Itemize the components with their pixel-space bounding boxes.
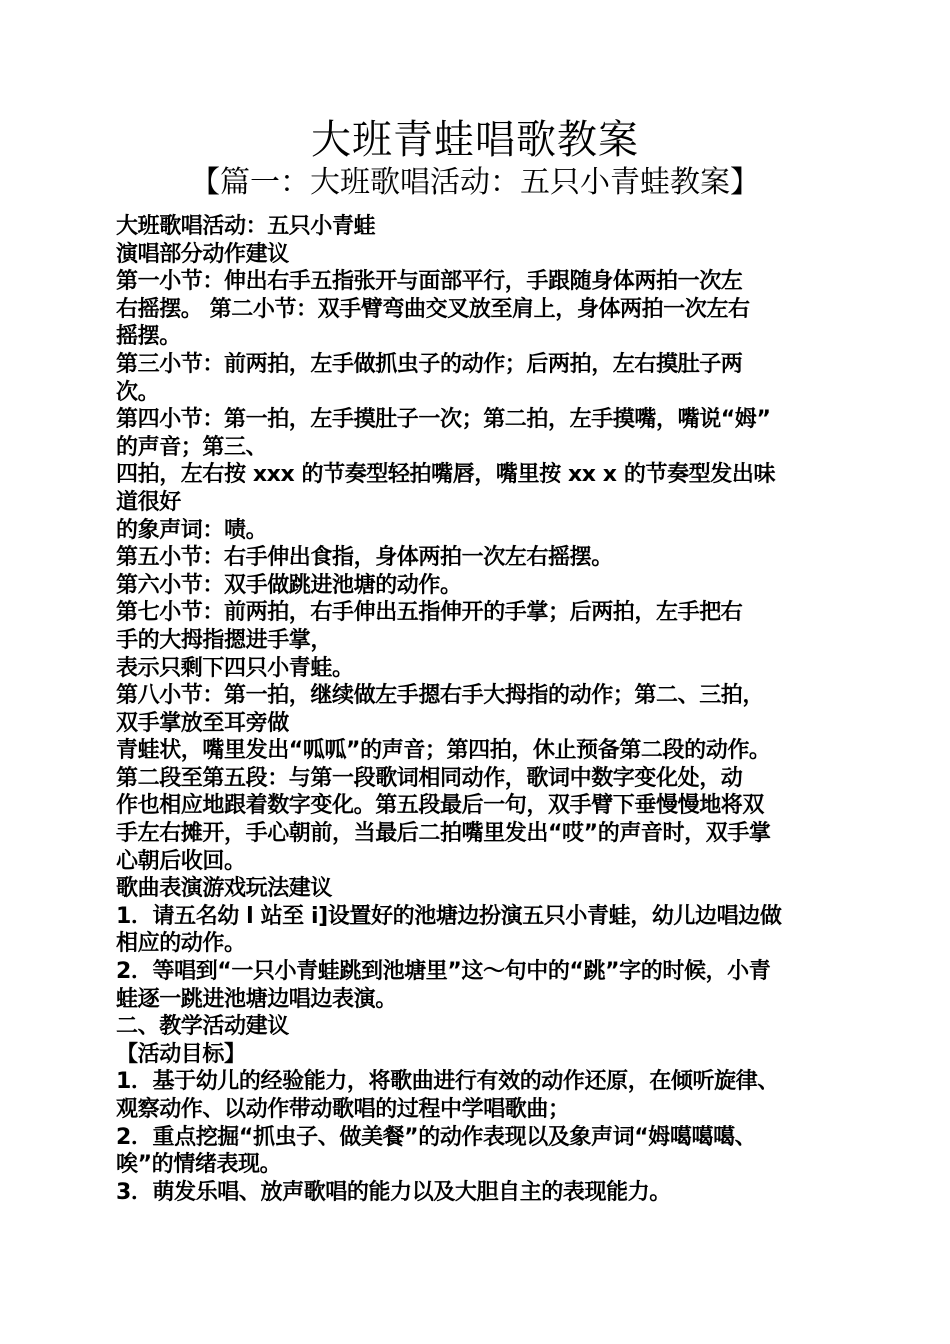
- document-body: [116, 213, 838, 1206]
- text-line: 3．萌发乐唱、放声歌唱的能力以及大胆自主的表现能力。: [116, 1179, 671, 1205]
- text-line: 2．等唱到“一只小青蛙跳到池塘里”这～句中的“跳”字的时候，小青: [116, 959, 771, 985]
- text-line: 的声音；第三、: [116, 434, 268, 460]
- text-line: 作也相应地跟着数字变化。第五段最后一句，双手臂下垂慢慢地将双: [116, 793, 765, 819]
- text-line: 演唱部分动作建议: [116, 241, 289, 267]
- page-subtitle: 【篇一：大班歌唱活动：五只小青蛙教案】: [190, 165, 760, 200]
- text-line: 【活动目标】: [116, 1041, 246, 1067]
- page-title: 大班青蛙唱歌教案: [311, 117, 639, 163]
- text-line: 第三小节：前两拍，左手做抓虫子的动作；后两拍，左右摸肚子两: [116, 351, 743, 377]
- text-line: 第四小节：第一拍，左手摸肚子一次；第二拍，左手摸嘴，嘴说“姆”: [116, 407, 771, 433]
- text-line: 手的大拇指摁进手掌，: [116, 627, 333, 653]
- text-line: 心朝后收回。: [116, 848, 246, 874]
- text-line: 二、教学活动建议: [116, 1014, 289, 1040]
- text-line: 青蛙状，嘴里发出“呱呱”的声音；第四拍，休止预备第二段的动作。: [116, 738, 771, 764]
- text-line: 1．基于幼儿的经验能力，将歌曲进行有效的动作还原，在倾听旋律、: [116, 1069, 779, 1095]
- text-line: 第七小节：前两拍，右手伸出五指伸开的手掌；后两拍，左手把右: [116, 600, 743, 626]
- text-line: 手左右摊开，手心朝前，当最后二拍嘴里发出“哎”的声音时，双手掌: [116, 821, 771, 847]
- text-line: 歌曲表演游戏玩法建议: [116, 876, 333, 902]
- text-line: 的象声词：啧。: [116, 517, 268, 543]
- text-line: 唉”的情绪表现。: [116, 1152, 282, 1178]
- text-line: 蛙逐一跳进池塘边唱边表演。: [116, 986, 397, 1012]
- text-line: 相应的动作。: [116, 931, 246, 957]
- text-line: 双手掌放至耳旁做: [116, 710, 289, 736]
- text-line: 第五小节：右手伸出食指，身体两拍一次左右摇摆。: [116, 545, 613, 571]
- text-line: 第八小节：第一拍，继续做左手摁右手大拇指的动作；第二、三拍，: [116, 683, 765, 709]
- text-line: 大班歌唱活动：五只小青蛙: [116, 214, 376, 239]
- text-line: 1．请五名幼 l 站至 i]设置好的池塘边扮演五只小青蛙，幼儿边唱边做: [116, 903, 782, 929]
- text-line: 观察动作、以动作带动歌唱的过程中学唱歌曲；: [116, 1097, 570, 1122]
- text-line: 2．重点挖掘“抓虫子、做美餐”的动作表现以及象声词“姆噶噶噶、: [116, 1124, 757, 1150]
- text-line: 表示只剩下四只小青蛙。: [116, 655, 354, 681]
- text-line: 第二段至第五段：与第一段歌词相同动作，歌词中数字变化处，动: [116, 765, 743, 791]
- text-line: 第一小节：伸出右手五指张开与面部平行，手跟随身体两拍一次左: [116, 269, 743, 295]
- text-line: 四拍，左右按 xxx 的节奏型轻拍嘴唇，嘴里按 xx x 的节奏型发出味: [116, 462, 776, 488]
- text-line: 摇摆。: [116, 324, 181, 350]
- text-line: 次。: [116, 379, 160, 405]
- text-line: 右摇摆。 第二小节：双手臂弯曲交叉放至肩上，身体两拍一次左右: [116, 296, 750, 322]
- text-line: 第六小节：双手做跳进池塘的动作。: [116, 572, 462, 598]
- text-line: 道很好: [116, 489, 181, 515]
